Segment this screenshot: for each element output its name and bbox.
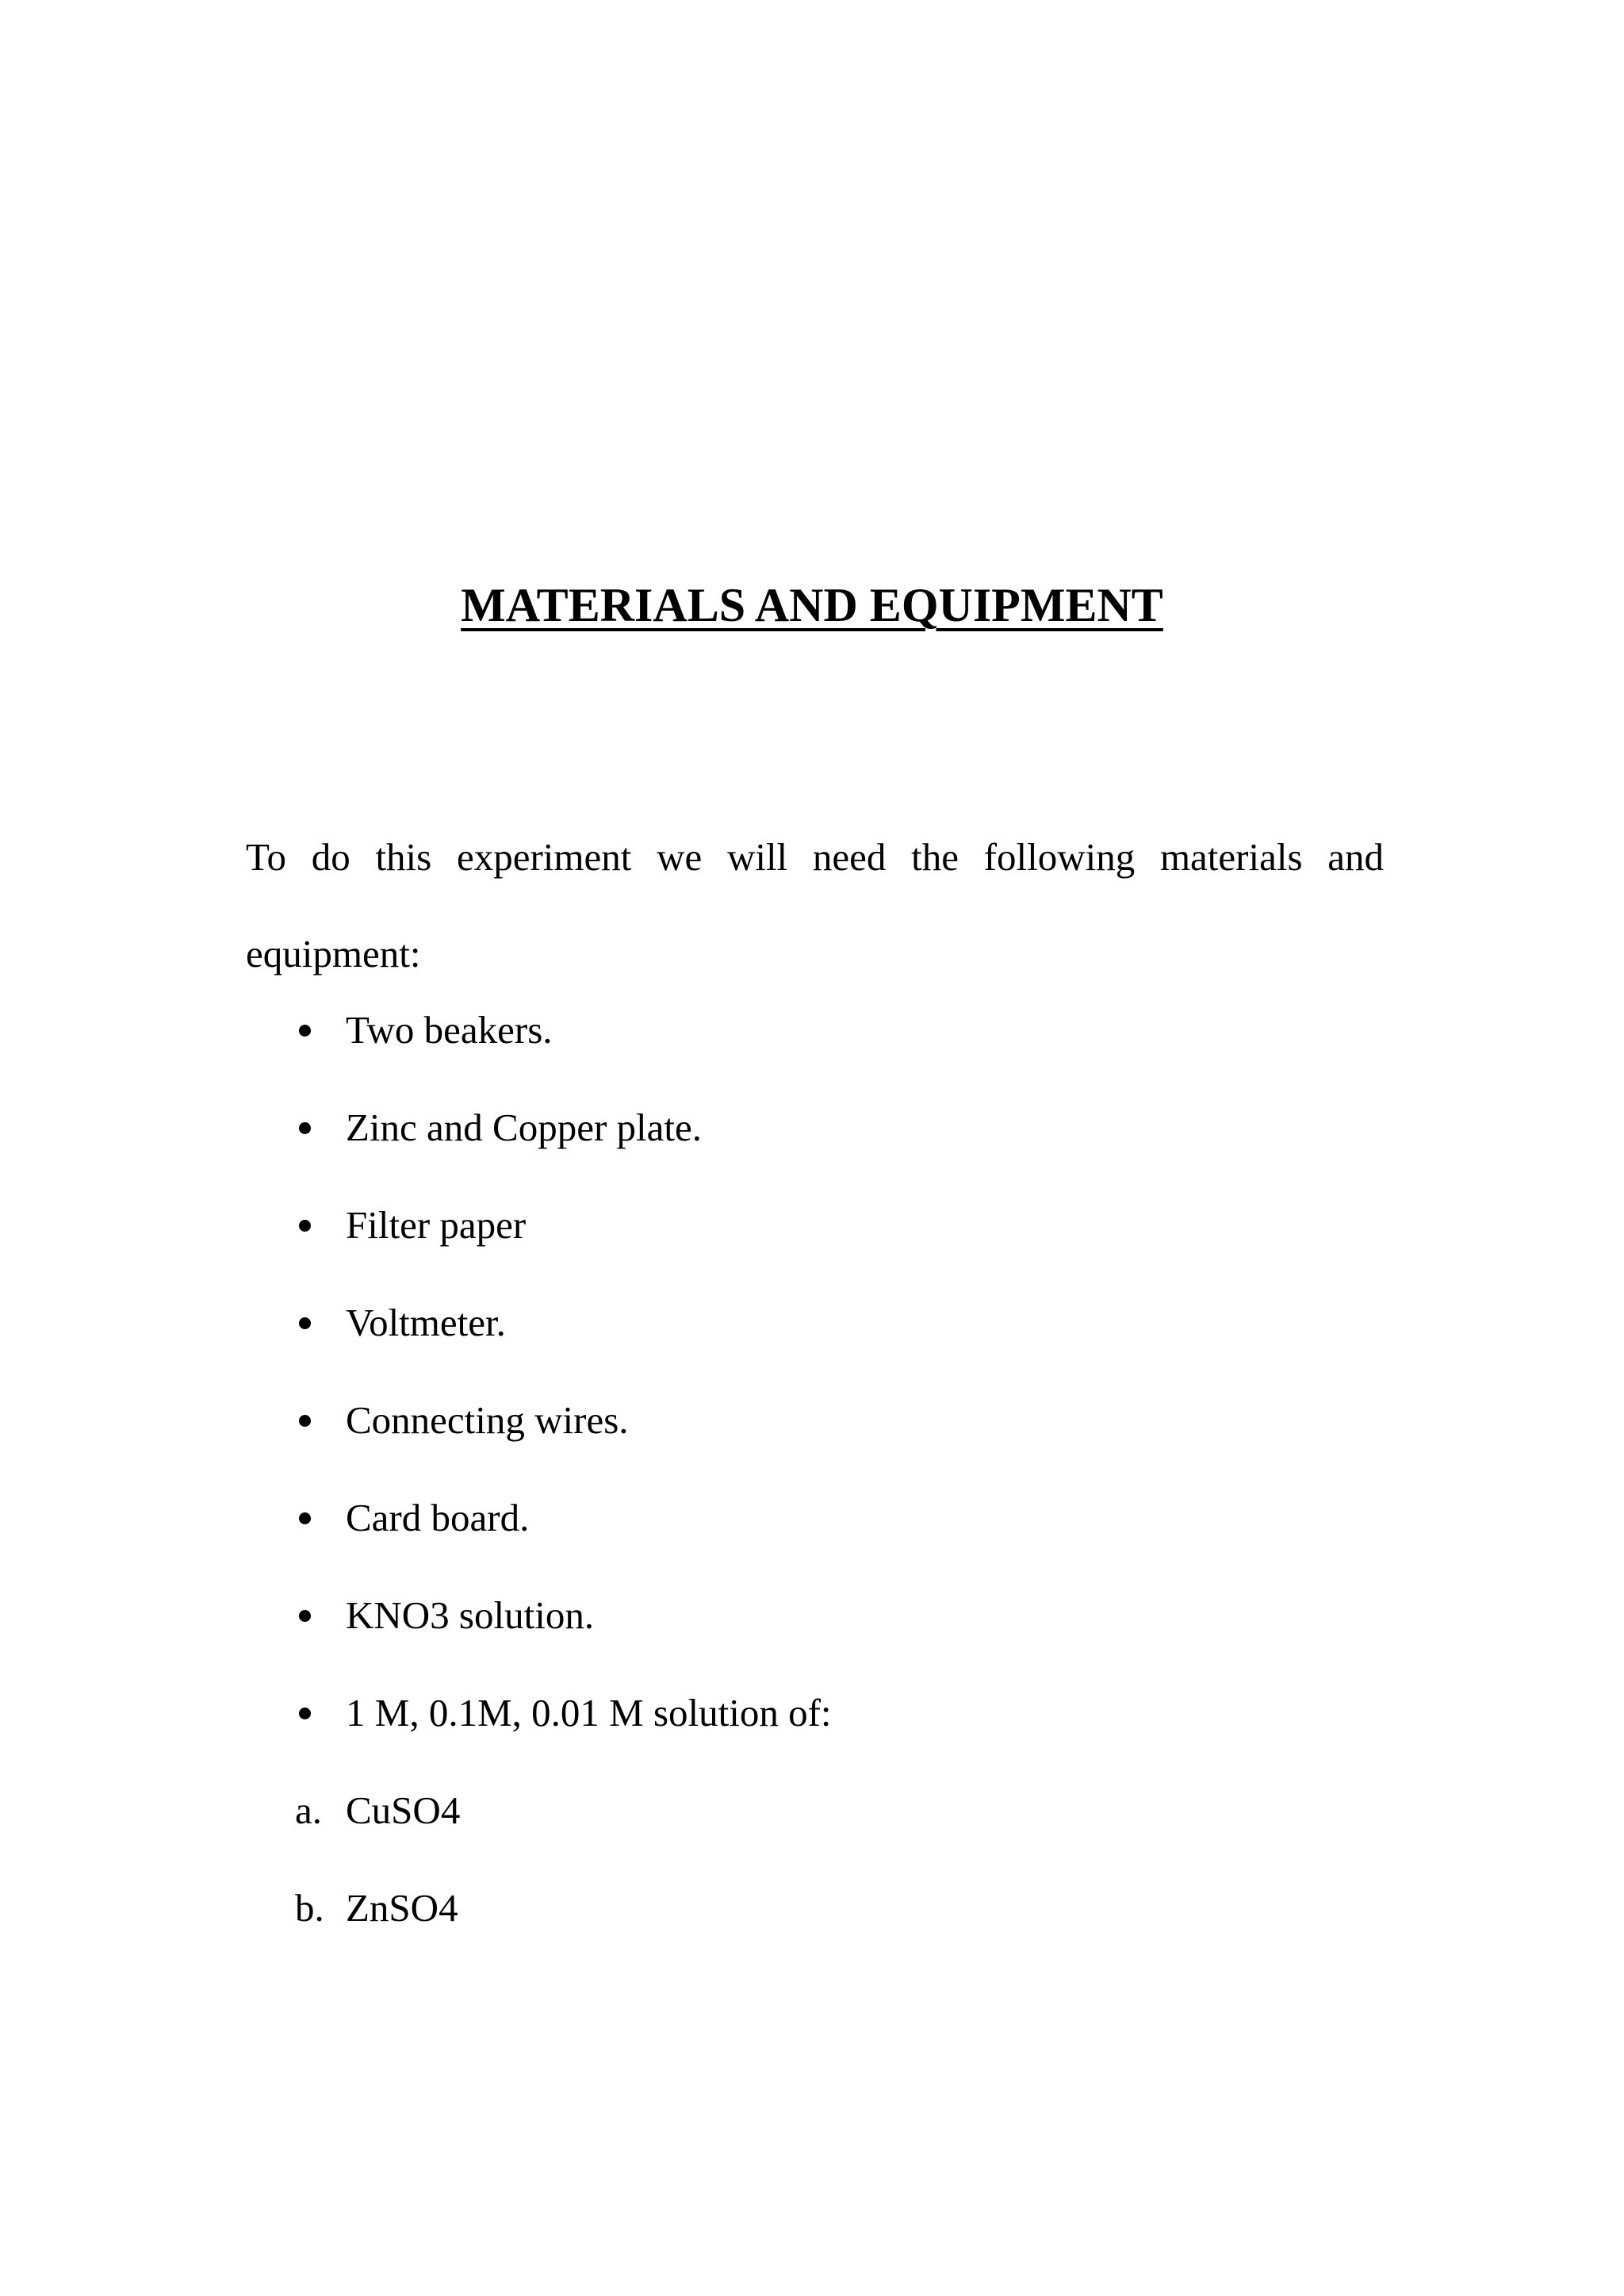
- bullet-icon: [299, 1708, 311, 1719]
- bullet-icon: [299, 1317, 311, 1329]
- list-item-text: Voltmeter.: [346, 1301, 506, 1344]
- list-item-text: Two beakers.: [346, 1008, 553, 1052]
- page-title: MATERIALS AND EQUIPMENT: [461, 579, 1163, 631]
- bullet-icon: [299, 1512, 311, 1524]
- intro-paragraph: To do this experiment we will need the following materials and equipment:: [246, 835, 1384, 976]
- list-item: [0, 1186, 1624, 1283]
- list-item: [0, 1283, 1624, 1381]
- sublist-item-text: ZnSO4: [346, 1886, 458, 1930]
- list-item: [0, 1381, 1624, 1478]
- sublist-marker: a.: [295, 1788, 322, 1832]
- list-item-text: Zinc and Copper plate.: [346, 1106, 703, 1149]
- list-item-text: 1 M, 0.1M, 0.01 M solution of:: [346, 1691, 832, 1734]
- list-item-text: Connecting wires.: [346, 1398, 629, 1442]
- list-item-text: KNO3 solution.: [346, 1593, 595, 1637]
- bullet-icon: [299, 1220, 311, 1232]
- materials-list: [0, 991, 1624, 1966]
- sublist-marker: b.: [295, 1886, 324, 1930]
- list-item: [0, 1088, 1624, 1186]
- list-item-text: Filter paper: [346, 1203, 527, 1247]
- sublist-item-a: [0, 1771, 1624, 1869]
- bullet-icon: [299, 1025, 311, 1037]
- bullet-icon: [299, 1610, 311, 1622]
- bullet-icon: [299, 1122, 311, 1134]
- list-item: [0, 1576, 1624, 1673]
- list-item: [0, 1673, 1624, 1771]
- list-item: [0, 1478, 1624, 1576]
- list-item: [0, 991, 1624, 1088]
- sublist-item-text: CuSO4: [346, 1788, 461, 1832]
- bullet-icon: [299, 1415, 311, 1427]
- sublist-item-b: [0, 1869, 1624, 1966]
- list-item-text: Card board.: [346, 1496, 530, 1539]
